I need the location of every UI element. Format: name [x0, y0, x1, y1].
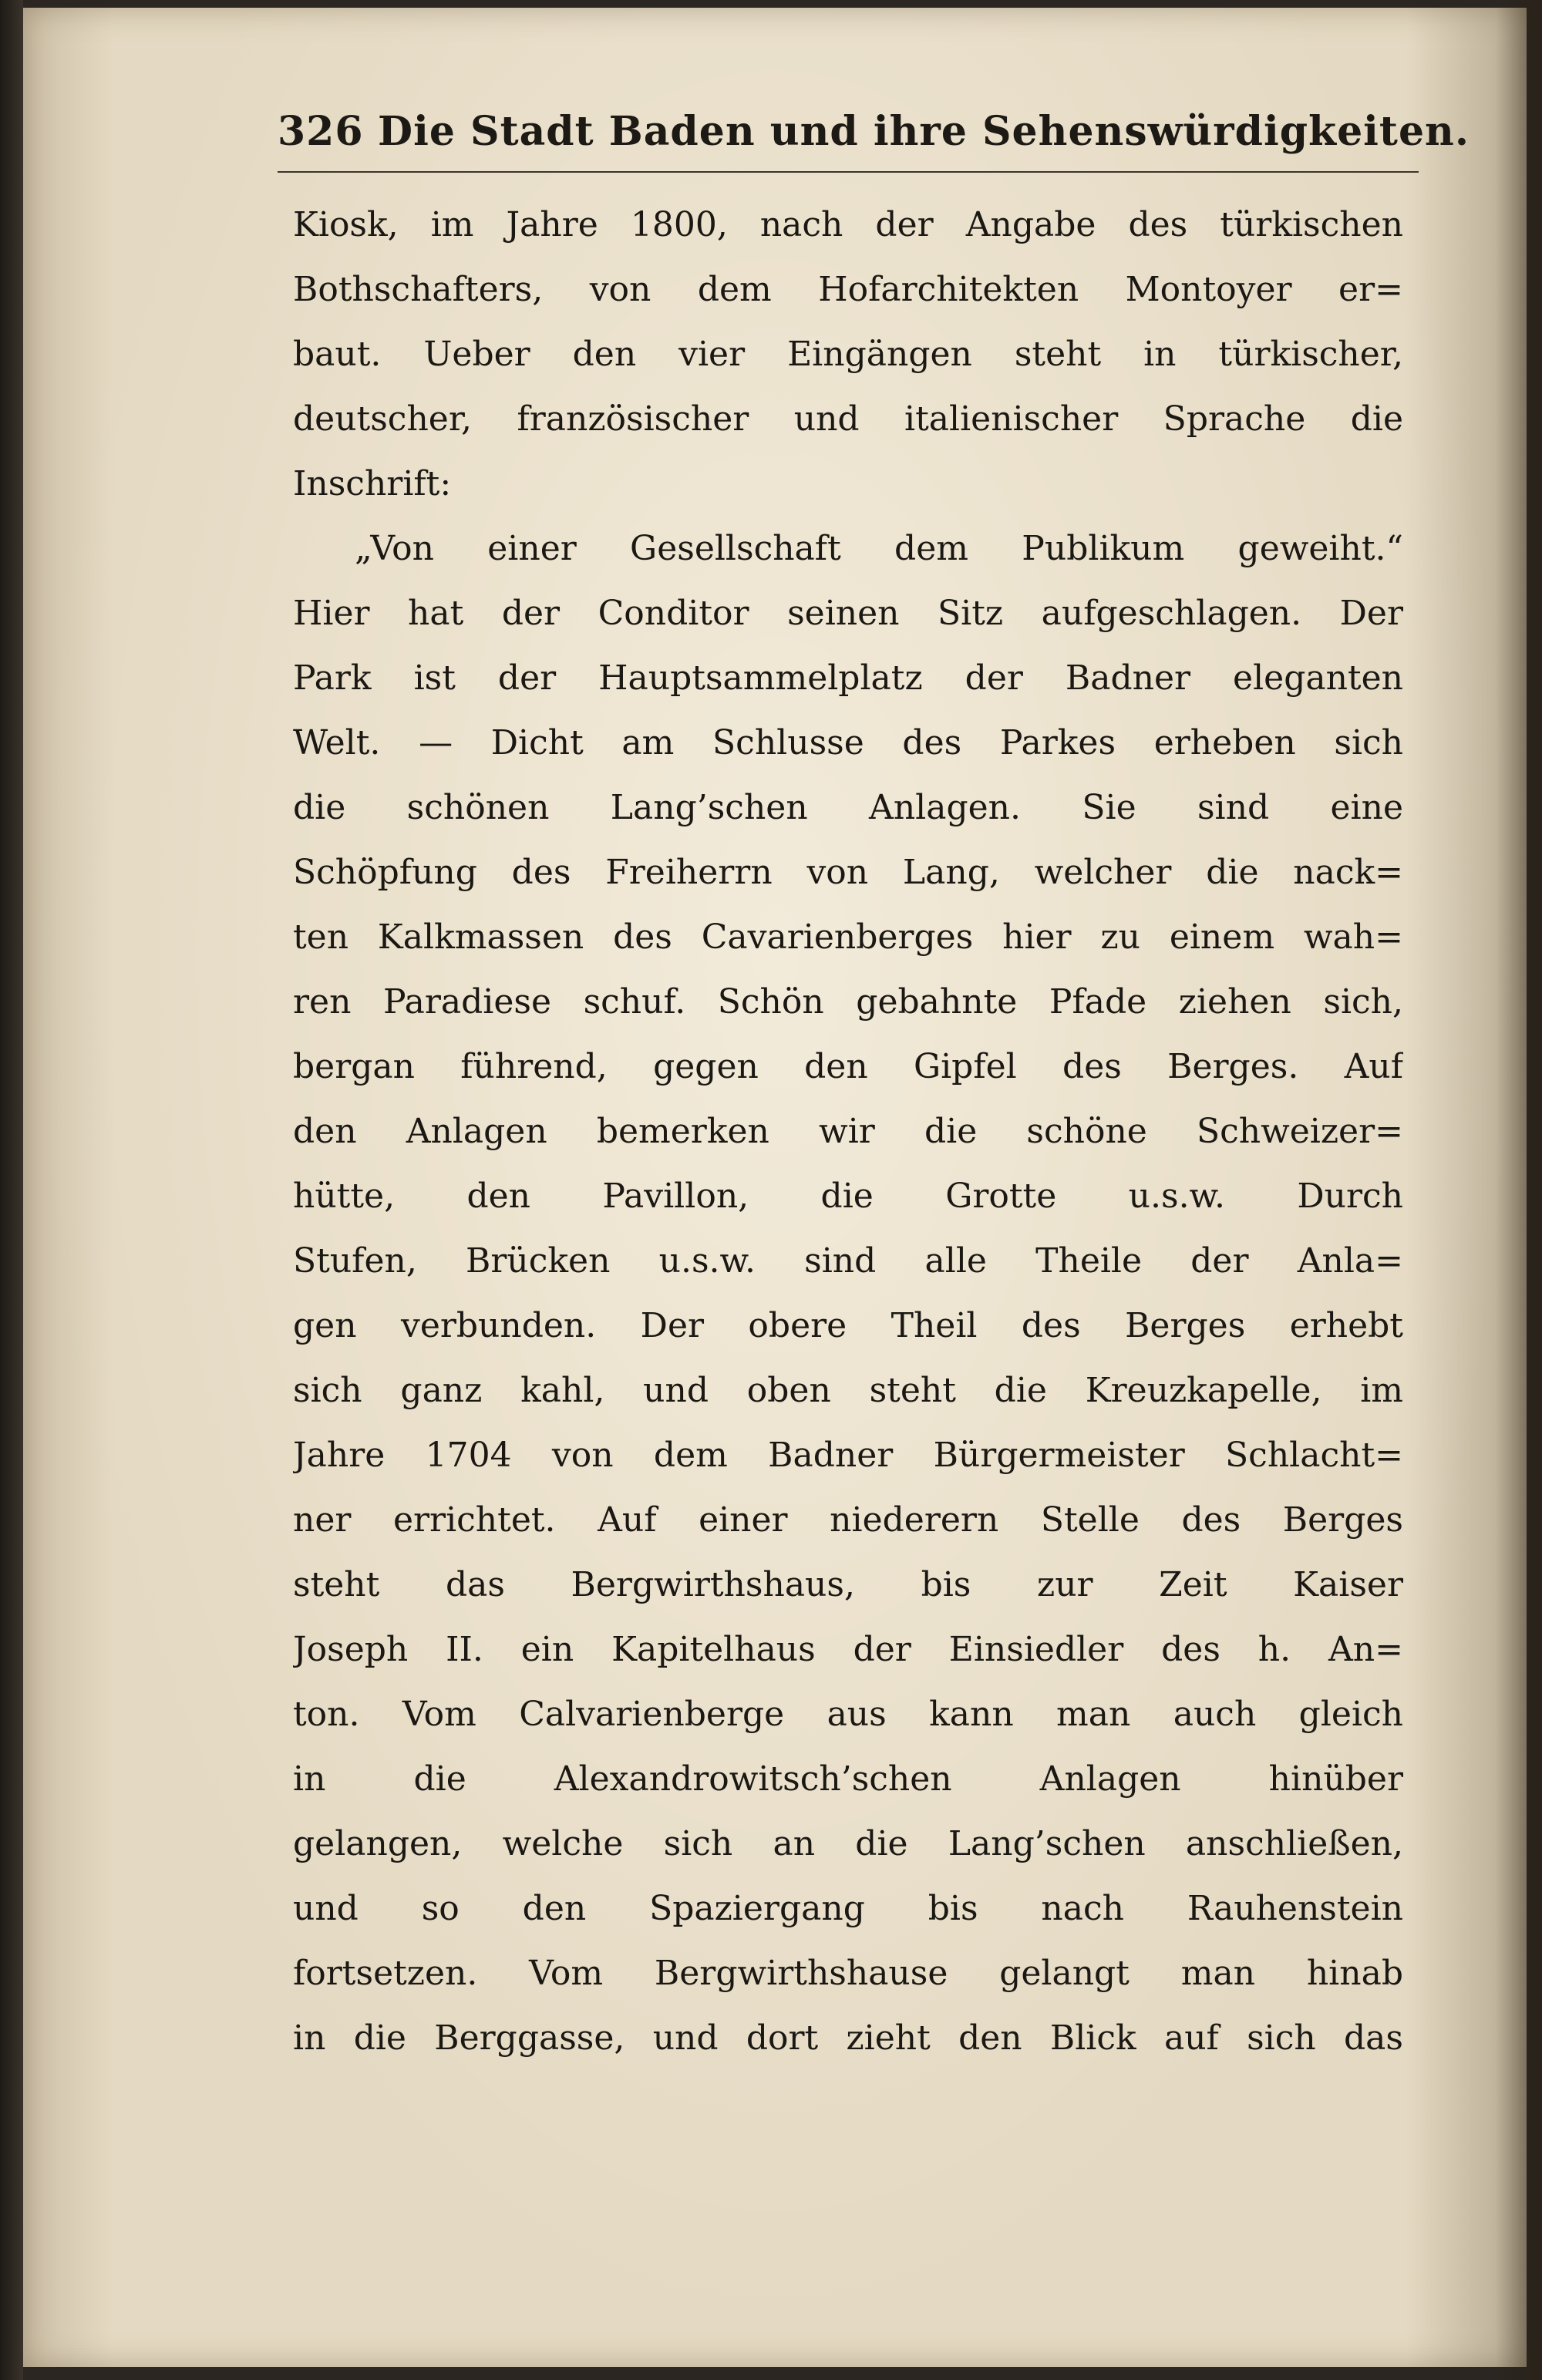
text-line: Welt. — Dicht am Schlusse des Parkes erheben sich — [293, 723, 1403, 762]
text-line: ner errichtet. Auf einer niederern Stelle des Berges — [293, 1500, 1403, 1540]
page-number: 326 — [278, 108, 364, 155]
text-line: in die Alexandrowitsch’schen Anlagen hinüber — [293, 1759, 1403, 1799]
text-line: Hier hat der Conditor seinen Sitz aufgeschlagen. Der — [293, 594, 1403, 633]
text-line: bergan führend, gegen den Gipfel des Berges. Auf — [293, 1047, 1403, 1086]
text-line: Park ist der Hauptsammelplatz der Badner eleganten — [293, 658, 1403, 698]
text-line: gen verbunden. Der obere Theil des Berges erhebt — [293, 1306, 1403, 1345]
text-line: Bothschafters, von dem Hofarchitekten Montoyer er= — [293, 270, 1403, 309]
text-line: hütte, den Pavillon, die Grotte u.s.w. Durch — [293, 1177, 1403, 1216]
text-line: ten Kalkmassen des Cavarienberges hier zu einem wah= — [293, 917, 1403, 957]
text-line: fortsetzen. Vom Bergwirthshause gelangt man hinab — [293, 1954, 1403, 1993]
text-line: in die Berggasse, und dort zieht den Blick auf sich das — [293, 2018, 1403, 2058]
text-line: Schöpfung des Freiherrn von Lang, welcher die nack= — [293, 853, 1403, 892]
text-line: ren Paradiese schuf. Schön gebahnte Pfade ziehen sich, — [293, 982, 1403, 1022]
text-line: Stufen, Brücken u.s.w. sind alle Theile der Anla= — [293, 1241, 1403, 1281]
text-line: den Anlagen bemerken wir die schöne Schweizer= — [293, 1112, 1403, 1151]
text-line: Joseph II. ein Kapitelhaus der Einsiedler des h. An= — [293, 1630, 1403, 1669]
text-line: steht das Bergwirthshaus, bis zur Zeit Kaiser — [293, 1565, 1403, 1604]
scan-edge — [0, 0, 23, 2380]
text-line: sich ganz kahl, und oben steht die Kreuzkapelle, im — [293, 1371, 1403, 1410]
text-line: die schönen Lang’schen Anlagen. Sie sind eine — [293, 788, 1403, 827]
text-line: Jahre 1704 von dem Badner Bürgermeister Schlacht= — [293, 1436, 1403, 1475]
running-title: Die Stadt Baden und ihre Sehenswürdigkeiten. — [378, 108, 1470, 155]
quote-line: „Von einer Gesellschaft dem Publikum geweiht.“ — [355, 529, 1403, 568]
text-line: gelangen, welche sich an die Lang’schen anschließen, — [293, 1824, 1403, 1863]
text-line: baut. Ueber den vier Eingängen steht in türkischer, — [293, 335, 1403, 374]
text-line: Inschrift: — [293, 464, 452, 503]
header-rule — [278, 171, 1419, 173]
text-line: deutscher, französischer und italienischer Sprache die — [293, 399, 1403, 439]
body-text — [293, 193, 1403, 2071]
page-gutter-shadow — [1496, 0, 1542, 2380]
text-line: ton. Vom Calvarienberge aus kann man auch gleich — [293, 1695, 1403, 1734]
text-line: Kiosk, im Jahre 1800, nach der Angabe des türkischen — [293, 205, 1403, 244]
text-line: und so den Spaziergang bis nach Rauhenstein — [293, 1889, 1403, 1928]
page-header — [278, 108, 1470, 170]
